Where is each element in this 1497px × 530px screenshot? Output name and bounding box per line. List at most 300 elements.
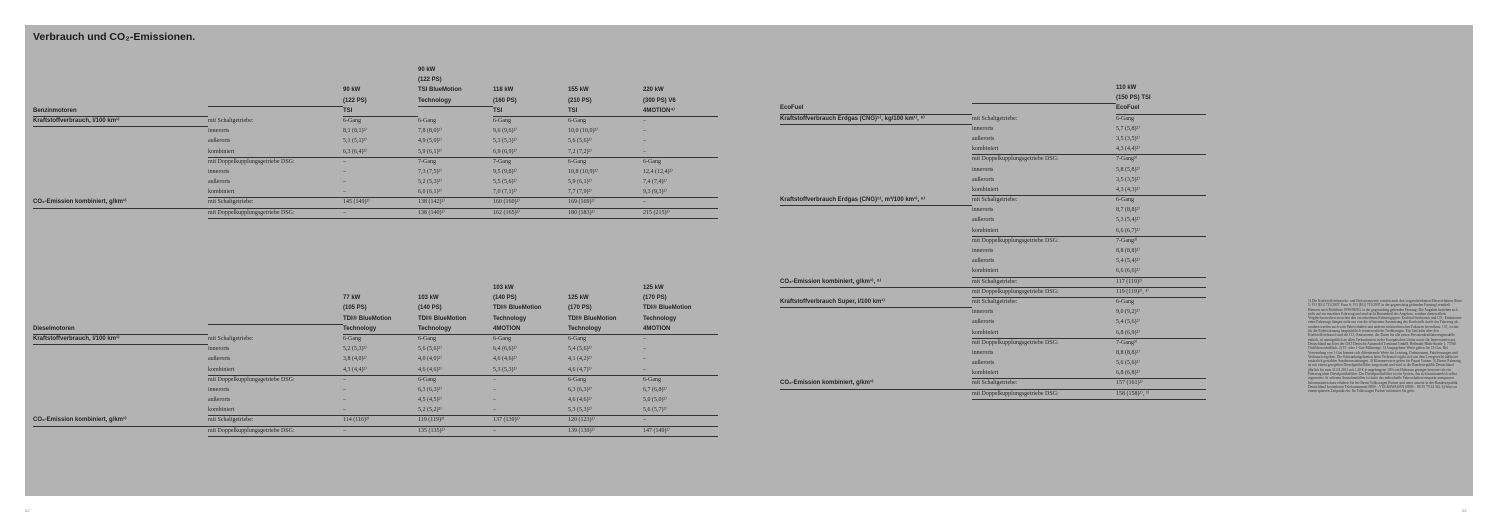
value-cell: 6-Gang [568,158,586,165]
row-sublabel: kombiniert [972,328,1116,339]
engine-header-cell: (170 PS) [568,305,592,312]
table-row [33,197,718,207]
value-cell: – [643,415,718,426]
table-row [780,185,1206,195]
engine-header-cell: 155 kW [568,87,589,94]
header-row [33,85,718,95]
table-row [33,354,718,364]
brochure-spread [25,25,1473,496]
engine-header-cell: (300 PS) V6 [643,97,676,104]
row-sublabel: kombiniert [972,185,1116,196]
value-cell: 7,4 (7,4)²⁾ [643,179,667,186]
table-row [780,226,1206,236]
table-row [33,385,718,395]
value-cell: 5,2 (5,3)²⁾ [418,179,442,186]
engine-header-cell: TDI® BlueMotion [343,315,392,322]
value-cell: 6-Gang [418,376,436,383]
row-sublabel: mit Schaltgetriebe: [208,197,343,208]
engine-header-cell [972,103,1116,104]
value-cell: 3,5 (3,5)²⁾ [1116,135,1140,142]
value-cell: 119 (119)²⁾ [418,415,493,426]
value-cell: 5,0 (5,0)²⁾ [643,397,667,404]
header-row [780,93,1206,103]
row-sublabel: mit Schaltgetriebe: [972,378,1116,389]
value-cell: 139 (139)²⁾ [568,426,643,437]
row-sublabel: außerorts [972,360,995,367]
table-row [33,208,718,218]
value-cell: – [643,197,718,208]
value-cell: – [343,187,418,198]
value-cell: 6-Gang [343,335,361,342]
table-row [780,338,1206,348]
engine-header-cell: (122 PS) [418,77,442,84]
row-sublabel: mit Doppelkupplungsgetriebe DSG: [208,158,295,165]
row-sublabel: außerorts [208,138,231,145]
value-cell: 8,8 (8,8)²⁾ [1116,248,1140,254]
row-sublabel: mit Doppelkupplungsgetriebe DSG: [972,287,1116,298]
page-number-right: 23 [1462,508,1467,513]
value-cell: 119 (119)²⁾, ³⁾ [1116,287,1206,298]
row-sublabel: kombiniert [208,147,343,158]
row-sublabel: mit Doppelkupplungsgetriebe DSG: [208,376,295,383]
value-cell: 6,6 (6,7)²⁾ [1116,226,1206,237]
value-cell: 9,5 (9,8)²⁾ [493,168,517,175]
row-sublabel: kombiniert [972,266,1116,277]
value-cell: 3,8 (4,0)²⁾ [343,356,367,363]
value-cell: 4,6 (4,6)²⁾ [493,356,517,363]
value-cell: 4,6 (4,7)²⁾ [568,365,643,376]
header-row [33,65,718,75]
engine-header-cell: 103 kW [493,285,514,291]
value-cell: 5,5 (5,6)²⁾ [493,179,517,186]
value-cell: 160 (160)²⁾ [493,197,568,208]
table-row [33,157,718,167]
value-cell: 6,8 (6,9)²⁾ [1116,328,1206,339]
value-cell: – [493,386,496,393]
table-row [33,395,718,405]
header-row [33,75,718,85]
row-sublabel: außerorts [972,176,995,183]
engine-header-cell [208,106,343,107]
header-row [33,324,718,334]
value-cell: 4,6 (4,6)²⁾ [418,365,493,376]
table-row [780,368,1206,378]
value-cell: 4,9 (5,0)²⁾ [418,138,442,145]
value-cell: 4,3 (4,3)²⁾ [1116,185,1206,196]
table-row [780,287,1206,297]
row-sublabel: außerorts [972,217,995,224]
table-row [780,389,1206,399]
value-cell: 5,3 (5,3)²⁾ [493,365,568,376]
value-cell: 6,7 (6,8)²⁾ [643,386,667,393]
table-row [33,126,718,136]
value-cell: 6-Gang [343,117,361,124]
value-cell: – [343,386,346,393]
value-cell: 169 (169)²⁾ [568,197,643,208]
value-cell: 5,6 (5,6)²⁾ [1116,360,1140,367]
table-row [33,147,718,157]
row-sublabel: mit Schaltgetriebe: [208,117,254,124]
value-cell: 5,2 (5,3)²⁾ [343,346,367,353]
table-row [33,426,718,436]
engine-header-cell: (210 PS) [568,97,592,104]
table-row [780,134,1206,144]
table-row [780,246,1206,256]
engine-header-cell: TDI® BlueMotion [418,315,467,322]
engine-header-cell: Technology [343,324,418,335]
value-cell: 120 (123)²⁾ [568,415,643,426]
engine-header-cell: 118 kW [493,87,514,94]
row-sublabel: mit Schaltgetriebe: [972,115,1018,122]
value-cell: 7-Gang³⁾ [1116,156,1138,163]
value-cell: 10,8 (10,9)²⁾ [568,168,598,175]
value-cell: 8,1 (8,1)²⁾ [343,128,367,135]
value-cell: 5,2 (5,2)²⁾ [418,405,493,416]
engine-header-cell: 125 kW [568,295,589,302]
row-label: CO₂-Emission kombiniert, g/km¹⁾ [33,197,208,208]
value-cell: 6,0 (6,1)²⁾ [418,187,493,198]
value-cell: – [643,147,718,158]
section-label: Dieselmotoren [33,324,208,335]
value-cell: 6-Gang [493,117,511,124]
value-cell: 6-Gang [1116,298,1134,305]
value-cell: 5,9 (6,1)²⁾ [418,147,493,158]
header-row [780,83,1206,93]
engine-header-cell: Technology [493,315,527,322]
row-sublabel: innerorts [972,248,994,254]
engine-header-cell: TSI [568,106,643,117]
page-title: Verbrauch und CO₂-Emissionen. [33,31,196,43]
value-cell: 6-Gang [493,335,511,342]
row-label: CO₂-Emission kombiniert, g/km¹⁾ [780,378,972,389]
value-cell: – [343,208,418,219]
engine-header-cell: TSI [343,106,418,117]
value-cell: 7-Gang³⁾ [1116,237,1138,244]
row-label: Kraftstoffverbrauch, l/100 km¹⁾ [33,116,208,127]
engine-header-cell: 103 kW [418,295,439,302]
engine-header-cell: (105 PS) [343,305,367,312]
value-cell: 5,3 (5,4)²⁾ [1116,217,1140,224]
table-row [33,167,718,177]
row-sublabel: innerorts [972,125,994,132]
value-cell: 137 (139)²⁾ [493,415,568,426]
value-cell: 157 (161)²⁾ [1116,378,1206,389]
value-cell: 4,6 (4,6)²⁾ [568,397,592,404]
engine-header-cell: (140 PS) [493,295,517,302]
engine-header-cell: 125 kW [643,285,664,291]
value-cell: – [493,397,496,404]
table-row [780,154,1206,164]
table-row [780,114,1206,124]
value-cell: 4,0 (4,0)²⁾ [418,356,442,363]
engine-header-cell: (140 PS) [418,305,442,312]
table-row [33,344,718,354]
value-cell: 4,3 (4,4)²⁾ [1116,144,1206,155]
value-cell: 7-Gang [493,158,511,165]
value-cell: 7,7 (7,9)²⁾ [568,187,643,198]
row-sublabel: kombiniert [972,226,1116,237]
row-sublabel: außerorts [972,319,995,326]
table-row [33,177,718,187]
footnotes: 1) Die Kraftstoffverbrauchs- und Emissionswerte wurden nach den vorgeschriebenen Messverfahren (Euro 5: VO [EG] 715/2007, Euro 6: VO [EG] 715/2007 in der gegenwärtig geltenden Fassung) ermittelt. Hinweis nach Richtlinie 1999/94/EG in der gegenwärtig geltenden Fassung: Die Angaben beziehen sich nicht auf ein einzelnes Fahrzeug und sind nicht Bestandteil des Angebots, sondern dienen allein Vergleichszwecken zwischen den verschiedenen Fahrzeugtypen. Kraftstoffverbrauch und CO₂-Emissionen eines Fahrzeugs hängen nicht nur von der effizienten Ausnutzung des Kraftstoffs durch das Fahrzeug ab, sondern werden auch vom Fahrverhalten und anderen nichttechnischen Faktoren beeinflusst. CO₂ ist das für die Erderwärmung hauptsächlich verantwortliche Treibhausgas. Ein Leitfaden über den Kraftstoffverbrauch und die CO₂-Emissionen, der Daten für alle neuen Personenkraftfahrzeugmodelle enthält, ist unentgeltlich an allen Verkaufsorten in der Europäischen Union sowie für Interessenten aus Deutschland auch bei der DAT Deutsche Automobil Treuhand GmbH, Hellmuth-Hirth-Straße 1, 73760 Ostfildern erhältlich. 2) 15- oder 1-Gas-Füllmenge. 3) Ausgegebene Werte gelten für 15-Gas. Bei Verwendung von 1-Gas können sich differierende Werte für Leistung, Drehmoment, Fahrleistungen und Verbrauch ergeben. Die Schwankungsbreiten beim Verbrauch ergibt sich aus dem Leergewicht inklusive zusätzlich gewählter Sonderausstattungen. 4) Klammerwerte gelten für Passat Variant. 5) Dieses Fahrzeug ist mit einem geregelten Dieselpartikelfilter ausgestattet und wird in der Bundesrepublik Deutschland jährlich bis zum 31.03.2011 mit 1,20 € je angefangene 100 ccm Hubraum geringer besteuert als ein Fahrzeug ohne Dieselpartikelfilter. Der Dieselpartikelfilter ist ein System, das sich kontinuierlich selbst regeneriert. In seltenen Ausnahmefällen ist dafür das individuelle Fahrverhalten temporär anzupassen. Informationen dazu erhalten Sie bei Ihrem Volkswagen Partner und unter unserer in der Bundesrepublik Deutschland kostenlosen Telefonnummer 0800 – VOLKSWAGEN (0800 – 86 55 79 24 36). 6) Setzt zu einem späteren Zeitpunkt ein. Ihr Volkswagen Partner informiert Sie gern. [1308,299,1462,394]
table-row [33,187,718,197]
row-sublabel: mit Doppelkupplungsgetriebe DSG: [972,156,1059,163]
value-cell: 215 (215)²⁾ [643,208,718,219]
row-sublabel: kombiniert [972,368,1116,379]
section-label: Benzinmotoren [33,106,208,117]
value-cell: 8,8 (8,8)²⁾ [1116,349,1140,356]
value-cell: – [343,158,346,165]
value-cell: 6-Gang [418,117,436,124]
ecofuel-table [780,83,1206,399]
value-cell: – [643,128,646,135]
value-cell: 3,5 (3,5)²⁾ [1116,176,1140,183]
table-row [33,415,718,425]
row-sublabel: innerorts [972,309,994,316]
value-cell: 5,3 (5,3)²⁾ [493,138,517,145]
value-cell: 6-Gang [643,158,661,165]
header-row [33,96,718,106]
value-cell: 6,3 (6,3)²⁾ [418,386,442,393]
value-cell: 7,2 (7,2)²⁾ [568,147,643,158]
row-sublabel: außerorts [972,135,995,142]
value-cell: 7,8 (8,0)²⁾ [418,128,442,135]
table-row [780,175,1206,185]
engine-header-cell: 90 kW [418,67,436,73]
value-cell: 6,8 (6,8)²⁾ [1116,368,1206,379]
row-sublabel: mit Doppelkupplungsgetriebe DSG: [972,339,1059,346]
row-sublabel: innerorts [208,386,230,393]
table-row [780,348,1206,358]
value-cell: – [343,179,346,186]
value-cell: – [643,365,718,376]
value-cell: – [493,405,568,416]
header-row [33,283,718,293]
value-cell: 6,4 (6,6)²⁾ [493,346,517,353]
value-cell: 9,6 (9,6)²⁾ [493,128,517,135]
value-cell: 6,3 (6,4)²⁾ [343,147,418,158]
table-row [780,358,1206,368]
header-row [33,303,718,313]
value-cell: – [643,346,646,353]
table-row [780,205,1206,215]
value-cell: 9,3 (9,3)²⁾ [643,187,718,198]
row-sublabel: außerorts [972,258,995,265]
row-sublabel: mit Schaltgetriebe: [208,415,343,426]
row-sublabel: kombiniert [208,365,343,376]
value-cell: 147 (149)²⁾ [643,426,718,437]
value-cell: 117 (119)²⁾ [1116,277,1206,288]
table-row [33,334,718,344]
header-row [33,314,718,324]
value-cell: – [493,376,496,383]
table-row [780,378,1206,388]
row-sublabel: innerorts [972,207,994,214]
value-cell: 8,7 (8,8)²⁾ [1116,207,1140,214]
table-row [780,266,1206,276]
header-row [780,103,1206,113]
value-cell: 145 (149)²⁾ [343,197,418,208]
row-sublabel: innerorts [208,346,230,353]
table-row [780,195,1206,205]
table-row [780,215,1206,225]
value-cell: – [643,335,646,342]
table-row [780,307,1206,317]
value-cell: 162 (165)²⁾ [493,208,568,219]
engine-header-cell: TDI® BlueMotion [568,315,617,322]
value-cell: – [343,376,346,383]
value-cell: – [493,426,568,437]
row-sublabel: mit Schaltgetriebe: [972,298,1018,305]
value-cell: 5,9 (6,1)²⁾ [568,179,592,186]
engine-header-cell: (170 PS) [643,295,667,302]
value-cell: 10,0 (10,0)²⁾ [568,128,598,135]
table-row [33,116,718,126]
engine-header-cell: Technology [418,324,493,335]
petrol-table [33,65,718,218]
engine-header-cell: TDI® BlueMotion [643,305,692,312]
engine-header-cell: 4MOTION⁴⁾ [643,106,718,117]
table-row [33,375,718,385]
table-row [780,236,1206,246]
value-cell: 7,0 (7,1)²⁾ [493,187,568,198]
table-row [33,365,718,375]
row-sublabel: mit Schaltgetriebe: [972,277,1116,288]
value-cell: 12,4 (12,4)²⁾ [643,168,673,175]
value-cell: 5,4 (5,6)²⁾ [1116,319,1140,326]
value-cell: – [343,168,346,175]
row-sublabel: außerorts [208,397,231,404]
value-cell: 6-Gang [568,376,586,383]
value-cell: 6-Gang [643,376,661,383]
row-label: Kraftstoffverbrauch Erdgas (CNG)⁵⁾, m³/100 km¹⁾, ⁶⁾ [780,195,972,206]
value-cell: 5,6 (5,6)²⁾ [568,138,592,145]
value-cell: 135 (135)²⁾ [418,426,493,437]
engine-header-cell: Technology [643,315,677,322]
value-cell: 6-Gang [418,335,436,342]
row-sublabel: kombiniert [208,405,343,416]
row-sublabel: mit Schaltgetriebe: [208,335,254,342]
row-sublabel: mit Doppelkupplungsgetriebe DSG: [972,237,1059,244]
table-row [33,405,718,415]
row-sublabel: innerorts [972,349,994,356]
value-cell: – [343,397,346,404]
engine-header-cell: TSI [493,106,568,117]
value-cell: – [643,138,646,145]
row-label: CO₂-Emission kombiniert, g/km¹⁾, ⁶⁾ [780,277,972,288]
row-sublabel: mit Schaltgetriebe: [972,197,1018,204]
value-cell: 5,6 (5,6)²⁾ [418,346,442,353]
value-cell: 6,6 (6,6)²⁾ [1116,266,1206,277]
header-row [33,106,718,116]
table-row [780,124,1206,134]
page-number-left: 22 [25,508,30,513]
value-cell: 7-Gang [418,158,436,165]
table-row [780,328,1206,338]
row-sublabel: außerorts [208,179,231,186]
table-row [780,297,1206,307]
value-cell: 5,4 (5,6)²⁾ [568,346,592,353]
row-sublabel: innerorts [972,166,994,173]
engine-header-cell: 4MOTION [643,324,718,335]
value-cell: – [643,356,646,363]
header-row [33,293,718,303]
engine-header-cell: 220 kW [643,87,664,94]
value-cell: 7-Gang³⁾ [1116,339,1138,346]
value-cell: 180 (183)²⁾ [568,208,643,219]
value-cell: 6-Gang [1116,115,1134,122]
value-cell: 5,7 (5,8)²⁾ [1116,125,1140,132]
value-cell: – [343,405,418,416]
row-label: Kraftstoffverbrauch Erdgas (CNG)⁵⁾, kg/100 km¹⁾, ⁶⁾ [780,114,972,125]
value-cell: 6,3 (6,3)²⁾ [568,386,592,393]
value-cell: 5,1 (5,1)²⁾ [343,138,367,145]
value-cell: 4,1 (4,2)²⁾ [568,356,592,363]
engine-header-cell: 4MOTION [493,324,568,335]
table-row [780,256,1206,266]
value-cell: 6-Gang [1116,197,1134,204]
row-sublabel: kombiniert [972,144,1116,155]
engine-header-cell: (160 PS) [493,97,517,104]
row-sublabel: mit Doppelkupplungsgetriebe DSG: [208,426,343,437]
engine-header-cell [418,106,493,107]
value-cell: 6-Gang [568,335,586,342]
row-sublabel: innerorts [208,128,230,135]
engine-header-cell: Technology [568,324,643,335]
engine-header-cell [208,324,343,325]
value-cell: 6-Gang [568,117,586,124]
engine-header-cell: EcoFuel [1116,103,1206,114]
engine-header-cell: Technology [418,97,452,104]
row-sublabel: mit Doppelkupplungsgetriebe DSG: [208,208,343,219]
table-row [33,136,718,146]
section-label: EcoFuel [780,103,972,114]
engine-header-cell: 90 kW [343,87,361,94]
table-row [780,165,1206,175]
value-cell: 5,4 (5,4)²⁾ [1116,258,1140,265]
engine-header-cell: TDI® BlueMotion [493,305,542,312]
value-cell: 158 (158)²⁾, ³⁾ [1116,389,1206,400]
table-row [780,144,1206,154]
value-cell: – [343,426,418,437]
table-row [780,277,1206,287]
value-cell: 138 (142)²⁾ [418,197,493,208]
row-sublabel: mit Doppelkupplungsgetriebe DSG: [972,389,1116,400]
table-row [780,317,1206,327]
value-cell: 9,0 (9,2)²⁾ [1116,309,1140,316]
value-cell: 4,3 (4,4)²⁾ [343,365,418,376]
value-cell: 114 (116)²⁾ [343,415,418,426]
value-cell: 4,5 (4,5)²⁾ [418,397,442,404]
value-cell: 7,3 (7,5)²⁾ [418,168,442,175]
row-sublabel: außerorts [208,356,231,363]
engine-header-cell: 110 kW [1116,85,1137,91]
row-label: Kraftstoffverbrauch Super, l/100 km¹⁾ [780,297,972,308]
row-label: CO₂-Emission kombiniert, g/km¹⁾ [33,415,208,426]
engine-header-cell: (150 PS) TSI [1116,95,1151,102]
row-sublabel: kombiniert [208,187,343,198]
value-cell: – [643,117,646,124]
value-cell: 5,6 (5,7)²⁾ [643,405,718,416]
engine-header-cell: (122 PS) [343,97,367,104]
engine-header-cell: TSI BlueMotion [418,87,462,94]
value-cell: 6,9 (6,9)²⁾ [493,147,568,158]
engine-header-cell: 77 kW [343,295,361,302]
row-label: Kraftstoffverbrauch, l/100 km¹⁾ [33,334,208,345]
value-cell: 5,3 (5,3)²⁾ [568,405,643,416]
row-sublabel: innerorts [208,168,230,175]
value-cell: 138 (140)²⁾ [418,208,493,219]
